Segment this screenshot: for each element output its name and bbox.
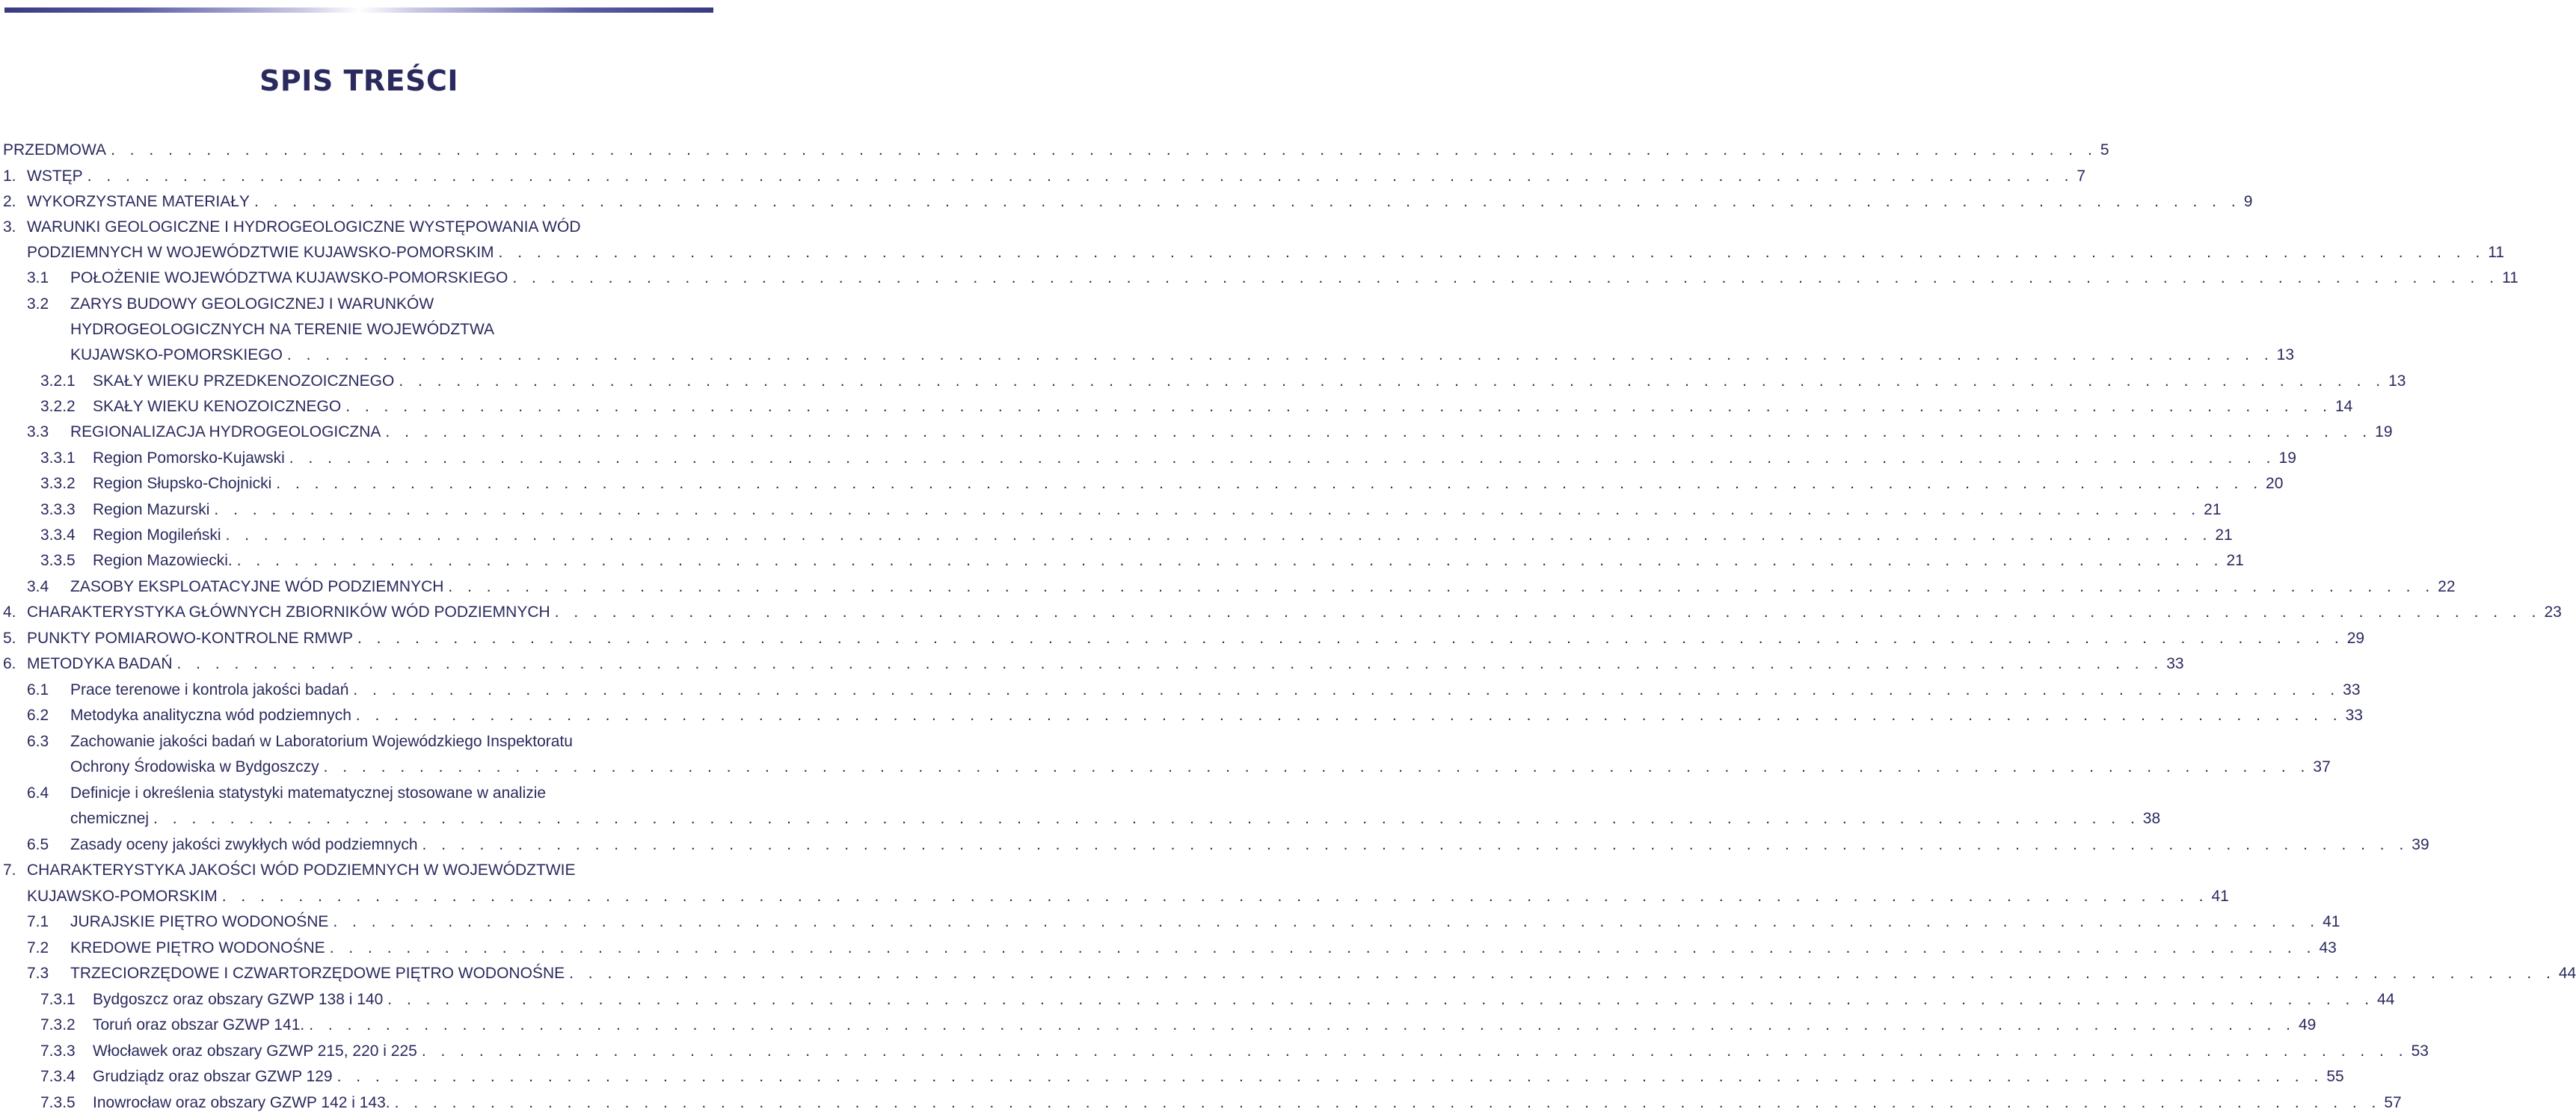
toc-page-number: 19 [2375, 423, 2393, 440]
toc-entry[interactable] [40, 396, 2353, 418]
toc-entry-title: KUJAWSKO-POMORSKIM [27, 888, 218, 905]
toc-entry-number: 1. [3, 168, 16, 185]
toc-entry[interactable] [27, 885, 2229, 908]
toc-dot-leader: . . . . . . . . . . . . . . . . . . . . . . . . . . . . . . . . . . . . . . . . . . . . . . . . . . . . . . . . . . . . . . . . . . . . . . . . . . . . . . . . . . . . . . . . . . . . . . . . . . . . . . . . [569, 965, 2556, 982]
toc-entry-title: PRZEDMOWA [3, 141, 107, 159]
toc-dot-leader: . . . . . . . . . . . . . . . . . . . . . . . . . . . . . . . . . . . . . . . . . . . . . . . . . . . . . . . . . . . . . . . . . . . . . . . . . . . . . . . . . . . . . . . . . . . . . . . . . . . . . . . . [329, 939, 2317, 956]
toc-entry-title: Definicje i określenia statystyki matematycznej stosowane w analizie [70, 784, 547, 802]
toc-page-number: 21 [2204, 501, 2222, 518]
toc-dot-leader: . . . . . . . . . . . . . . . . . . . . . . . . . . . . . . . . . . . . . . . . . . . . . . . . . . . . . . . . . . . . . . . . . . . . . . . . . . . . . . . . . . . . . . . . . . . . . . . . . . . . . . . . [286, 346, 2274, 363]
toc-page-number: 37 [2313, 758, 2331, 775]
toc-entry-title: ZARYS BUDOWY GEOLOGICZNEJ I WARUNKÓW [70, 295, 434, 313]
toc-entry[interactable] [27, 782, 710, 805]
toc-entry-title: KREDOWE PIĘTRO WODONOŚNE [70, 939, 325, 956]
toc-entry-number: 7.3.4 [40, 1068, 76, 1085]
toc-entry-number: 3.1 [27, 269, 49, 286]
toc-entry[interactable] [70, 808, 2161, 830]
toc-page-number: 55 [2326, 1068, 2344, 1085]
toc-entry[interactable] [27, 704, 2363, 727]
toc-entry[interactable] [40, 1092, 2402, 1114]
toc-entry[interactable] [3, 627, 2365, 650]
toc-page-number: 23 [2544, 603, 2562, 621]
toc-dot-leader: . . . . . . . . . . . . . . . . . . . . . . . . . . . . . . . . . . . . . . . . . . . . . . . . . . . . . . . . . . . . . . . . . . . . . . . . . . . . . . . . . . . . . . . . . . . . . . . . . . . . . . . . [333, 913, 2320, 930]
toc-entry-title: Zachowanie jakości badań w Laboratorium Wojewódzkiego Inspektoratu [70, 733, 573, 750]
toc-entry[interactable] [27, 731, 710, 753]
toc-dot-leader: . . . . . . . . . . . . . . . . . . . . . . . . . . . . . . . . . . . . . . . . . . . . . . . . . . . . . . . . . . . . . . . . . . . . . . . . . . . . . . . . . . . . . . . . . . . . . . . . . . . . . . . . [253, 193, 2241, 210]
toc-page-number: 33 [2343, 681, 2361, 698]
toc-dot-leader: . . . . . . . . . . . . . . . . . . . . . . . . . . . . . . . . . . . . . . . . . . . . . . . . . . . . . . . . . . . . . . . . . . . . . . . . . . . . . . . . . . . . . . . . . . . . . . . . . . . . . . . . [276, 475, 2263, 492]
toc-dot-leader: . . . . . . . . . . . . . . . . . . . . . . . . . . . . . . . . . . . . . . . . . . . . . . . . . . . . . . . . . . . . . . . . . . . . . . . . . . . . . . . . . . . . . . . . . . . . . . . . . . . . . . . . [289, 449, 2276, 467]
toc-page-number: 33 [2345, 707, 2363, 724]
toc-entry-number: 3.2.1 [40, 372, 76, 390]
toc-page-number: 5 [2100, 141, 2109, 159]
toc-entry-number: 4. [3, 603, 16, 621]
toc-entry-title: PODZIEMNYCH W WOJEWÓDZTWIE KUJAWSKO-POMORSKIM [27, 244, 494, 261]
toc-entry[interactable] [40, 499, 2222, 521]
toc-entry[interactable] [27, 576, 2456, 598]
toc-entry[interactable] [40, 1014, 2317, 1036]
toc-page-number: 38 [2142, 810, 2161, 827]
toc-page-number: 29 [2346, 630, 2365, 647]
toc-entry-title: JURAJSKIE PIĘTRO WODONOŚNE [70, 913, 329, 930]
toc-entry-number: 6.3 [27, 733, 49, 750]
toc-entry[interactable] [27, 267, 2518, 289]
toc-dot-leader: . . . . . . . . . . . . . . . . . . . . . . . . . . . . . . . . . . . . . . . . . . . . . . . . . . . . . . . . . . . . . . . . . . . . . . . . . . . . . . . . . . . . . . . . . . . . . . . . . . . . . . . . [387, 991, 2375, 1008]
toc-entry[interactable] [3, 859, 710, 882]
toc-entry-title: Region Mazurski [93, 501, 210, 518]
toc-page-number: 13 [2276, 346, 2295, 363]
toc-entry-number: 7.1 [27, 913, 49, 930]
toc-page-number: 57 [2384, 1094, 2402, 1111]
toc-dot-leader: . . . . . . . . . . . . . . . . . . . . . . . . . . . . . . . . . . . . . . . . . . . . . . . . . . . . . . . . . . . . . . . . . . . . . . . . . . . . . . . . . . . . . . . . . . . . . . . . . . . . . . . . [512, 269, 2500, 286]
toc-page-number: 44 [2377, 991, 2395, 1008]
toc-entry[interactable] [40, 370, 2406, 393]
toc-entry-title: REGIONALIZACJA HYDROGEOLOGICZNA [70, 423, 381, 440]
toc-page-number: 22 [2438, 578, 2456, 595]
toc-entry-number: 3.3 [27, 423, 49, 440]
toc-entry-number: 7.3.3 [40, 1042, 76, 1060]
toc-entry[interactable] [27, 421, 2393, 443]
toc-entry[interactable] [40, 989, 2395, 1011]
toc-page-number: 43 [2319, 939, 2337, 956]
toc-entry-number: 3.4 [27, 578, 49, 595]
toc-entry-number: 7.3.5 [40, 1094, 76, 1111]
toc-entry[interactable] [27, 937, 2337, 959]
toc-entry-title: Inowrocław oraz obszary GZWP 142 i 143. [93, 1094, 390, 1111]
toc-entry[interactable] [27, 679, 2361, 701]
toc-dot-leader: . . . . . . . . . . . . . . . . . . . . . . . . . . . . . . . . . . . . . . . . . . . . . . . . . . . . . . . . . . . . . . . . . . . . . . . . . . . . . . . . . . . . . . . . . . . . . . . . . . . . . . . . [345, 398, 2332, 415]
toc-entry-title: METODYKA BADAŃ [27, 655, 173, 672]
toc-page-number: 14 [2334, 398, 2353, 415]
toc-page-number: 20 [2266, 475, 2284, 492]
toc-entry-title: Prace terenowe i kontrola jakości badań [70, 681, 349, 698]
toc-entry-number: 7.3 [27, 965, 49, 982]
toc-dot-leader: . . . . . . . . . . . . . . . . . . . . . . . . . . . . . . . . . . . . . . . . . . . . . . . . . . . . . . . . . . . . . . . . . . . . . . . . . . . . . . . . . . . . . . . . . . . . . . . . . . . . . . . . [176, 655, 2164, 672]
toc-entry-number: 2. [3, 193, 16, 210]
toc-entry-title: SKAŁY WIEKU PRZEDKENOZOICZNEGO [93, 372, 395, 390]
toc-entry-title: ZASOBY EKSPLOATACYJNE WÓD PODZIEMNYCH [70, 578, 444, 595]
toc-entry-title: Region Mazowiecki. [93, 552, 233, 569]
toc-entry-title: Bydgoszcz oraz obszary GZWP 138 i 140 [93, 991, 384, 1008]
toc-page-number: 7 [2077, 168, 2086, 185]
toc-dot-leader: . . . . . . . . . . . . . . . . . . . . . . . . . . . . . . . . . . . . . . . . . . . . . . . . . . . . . . . . . . . . . . . . . . . . . . . . . . . . . . . . . . . . . . . . . . . . . . . . . . . . . . . . [554, 603, 2542, 621]
toc-entry-title: WYKORZYSTANE MATERIAŁY [27, 193, 250, 210]
toc-entry-number: 3. [3, 218, 16, 236]
toc-entry-title: Metodyka analityczna wód podziemnych [70, 707, 351, 724]
toc-entry[interactable] [70, 756, 2331, 778]
toc-entry-number: 7.3.2 [40, 1016, 76, 1033]
toc-entry[interactable] [40, 1040, 2429, 1063]
toc-entry[interactable] [3, 601, 2562, 624]
toc-entry[interactable] [3, 653, 2184, 675]
toc-entry-number: 3.2 [27, 295, 49, 313]
toc-dot-leader: . . . . . . . . . . . . . . . . . . . . . . . . . . . . . . . . . . . . . . . . . . . . . . . . . . . . . . . . . . . . . . . . . . . . . . . . . . . . . . . . . . . . . . . . . . . . . . . . . . . . . . . . [355, 707, 2343, 724]
toc-entry-title: Region Słupsko-Chojnicki [93, 475, 272, 492]
toc-entry-title: CHARAKTERYSTYKA JAKOŚCI WÓD PODZIEMNYCH W WOJEWÓDZTWIE [27, 861, 576, 879]
toc-page-number: 13 [2388, 372, 2406, 390]
toc-entry-number: 3.2.2 [40, 398, 76, 415]
toc-entry-number: 3.3.2 [40, 475, 76, 492]
toc-entry-number: 6.2 [27, 707, 49, 724]
toc-entry[interactable] [3, 165, 2086, 188]
toc-page-number: 19 [2278, 449, 2296, 467]
toc-dot-leader: . . . . . . . . . . . . . . . . . . . . . . . . . . . . . . . . . . . . . . . . . . . . . . . . . . . . . . . . . . . . . . . . . . . . . . . . . . . . . . . . . . . . . . . . . . . . . . . . . . . . . . . . [422, 836, 2409, 853]
toc-entry[interactable] [27, 834, 2429, 856]
toc-entry[interactable] [40, 524, 2233, 547]
toc-entry-title: WARUNKI GEOLOGICZNE I HYDROGEOLOGICZNE WYSTĘPOWANIA WÓD [27, 218, 581, 236]
toc-dot-leader: . . . . . . . . . . . . . . . . . . . . . . . . . . . . . . . . . . . . . . . . . . . . . . . . . . . . . . . . . . . . . . . . . . . . . . . . . . . . . . . . . . . . . . . . . . . . . . . . . . . . . . . . [421, 1042, 2409, 1060]
toc-entry-number: 7.3.1 [40, 991, 76, 1008]
toc-entry-number: 5. [3, 630, 16, 647]
toc-entry-title: WSTĘP [27, 168, 83, 185]
toc-page-number: 39 [2411, 836, 2429, 853]
toc-entry-title: Toruń oraz obszar GZWP 141. [93, 1016, 305, 1033]
toc-entry[interactable] [40, 550, 2244, 572]
toc-dot-leader: . . . . . . . . . . . . . . . . . . . . . . . . . . . . . . . . . . . . . . . . . . . . . . . . . . . . . . . . . . . . . . . . . . . . . . . . . . . . . . . . . . . . . . . . . . . . . . . . . . . . . . . . [448, 578, 2435, 595]
toc-page-number: 21 [2215, 526, 2233, 544]
toc-entry-title: Grudziądz oraz obszar GZWP 129 [93, 1068, 333, 1085]
toc-entry-number: 3.3.1 [40, 449, 76, 467]
toc-dot-leader: . . . . . . . . . . . . . . . . . . . . . . . . . . . . . . . . . . . . . . . . . . . . . . . . . . . . . . . . . . . . . . . . . . . . . . . . . . . . . . . . . . . . . . . . . . . . . . . . . . . . . . . . [153, 810, 2140, 827]
toc-entry-title: POŁOŻENIE WOJEWÓDZTWA KUJAWSKO-POMORSKIEGO [70, 269, 508, 286]
toc-page-number: 11 [2502, 269, 2518, 286]
toc-entry[interactable] [3, 191, 2253, 213]
page-title: SPIS TREŚCI [259, 64, 458, 97]
toc-entry[interactable] [40, 1066, 2344, 1088]
toc-entry[interactable] [70, 344, 2295, 366]
toc-dot-leader: . . . . . . . . . . . . . . . . . . . . . . . . . . . . . . . . . . . . . . . . . . . . . . . . . . . . . . . . . . . . . . . . . . . . . . . . . . . . . . . . . . . . . . . . . . . . . . . . . . . . . . . . [385, 423, 2373, 440]
toc-page-number: 33 [2166, 655, 2184, 672]
toc-dot-leader: . . . . . . . . . . . . . . . . . . . . . . . . . . . . . . . . . . . . . . . . . . . . . . . . . . . . . . . . . . . . . . . . . . . . . . . . . . . . . . . . . . . . . . . . . . . . . . . . . . . . . . . . [225, 526, 2213, 544]
toc-entry[interactable] [3, 216, 710, 239]
toc-entry-number: 6. [3, 655, 16, 672]
toc-entry[interactable] [40, 473, 2284, 495]
toc-entry[interactable] [27, 293, 710, 316]
toc-entry-title: CHARAKTERYSTYKA GŁÓWNYCH ZBIORNIKÓW WÓD PODZIEMNYCH [27, 603, 550, 621]
toc-dot-leader: . . . . . . . . . . . . . . . . . . . . . . . . . . . . . . . . . . . . . . . . . . . . . . . . . . . . . . . . . . . . . . . . . . . . . . . . . . . . . . . . . . . . . . . . . . . . . . . . . . . . . . . . [394, 1094, 2382, 1111]
toc-dot-leader: . . . . . . . . . . . . . . . . . . . . . . . . . . . . . . . . . . . . . . . . . . . . . . . . . . . . . . . . . . . . . . . . . . . . . . . . . . . . . . . . . . . . . . . . . . . . . . . . . . . . . . . . [111, 141, 2097, 159]
toc-page-number: 9 [2243, 193, 2253, 210]
toc-entry-number: 7.2 [27, 939, 49, 956]
toc-entry[interactable] [27, 911, 2340, 933]
toc-dot-leader: . . . . . . . . . . . . . . . . . . . . . . . . . . . . . . . . . . . . . . . . . . . . . . . . . . . . . . . . . . . . . . . . . . . . . . . . . . . . . . . . . . . . . . . . . . . . . . . . . . . . . . . . [309, 1016, 2296, 1033]
toc-entry-title: chemicznej [70, 810, 150, 827]
toc-entry-number: 7. [3, 861, 16, 879]
toc-dot-leader: . . . . . . . . . . . . . . . . . . . . . . . . . . . . . . . . . . . . . . . . . . . . . . . . . . . . . . . . . . . . . . . . . . . . . . . . . . . . . . . . . . . . . . . . . . . . . . . . . . . . . . . . [336, 1068, 2324, 1085]
toc-entry-title: Ochrony Środowiska w Bydgoszczy [70, 758, 319, 775]
toc-dot-leader: . . . . . . . . . . . . . . . . . . . . . . . . . . . . . . . . . . . . . . . . . . . . . . . . . . . . . . . . . . . . . . . . . . . . . . . . . . . . . . . . . . . . . . . . . . . . . . . . . . . . . . . . [498, 244, 2486, 261]
toc-dot-leader: . . . . . . . . . . . . . . . . . . . . . . . . . . . . . . . . . . . . . . . . . . . . . . . . . . . . . . . . . . . . . . . . . . . . . . . . . . . . . . . . . . . . . . . . . . . . . . . . . . . . . . . . [236, 552, 2224, 569]
toc-dot-leader: . . . . . . . . . . . . . . . . . . . . . . . . . . . . . . . . . . . . . . . . . . . . . . . . . . . . . . . . . . . . . . . . . . . . . . . . . . . . . . . . . . . . . . . . . . . . . . . . . . . . . . . . [221, 888, 2209, 905]
toc-page-number: 41 [2211, 888, 2229, 905]
toc-page-number: 44 [2558, 965, 2576, 982]
toc-dot-leader: . . . . . . . . . . . . . . . . . . . . . . . . . . . . . . . . . . . . . . . . . . . . . . . . . . . . . . . . . . . . . . . . . . . . . . . . . . . . . . . . . . . . . . . . . . . . . . . . . . . . . . . . [214, 501, 2201, 518]
toc-entry[interactable] [27, 242, 2505, 264]
toc-entry-title: Region Pomorsko-Kujawski [93, 449, 285, 467]
toc-entry-number: 6.1 [27, 681, 49, 698]
toc-dot-leader: . . . . . . . . . . . . . . . . . . . . . . . . . . . . . . . . . . . . . . . . . . . . . . . . . . . . . . . . . . . . . . . . . . . . . . . . . . . . . . . . . . . . . . . . . . . . . . . . . . . . . . . . [323, 758, 2311, 775]
toc-page-number: 53 [2411, 1042, 2429, 1060]
toc-entry-title: PUNKTY POMIAROWO-KONTROLNE RMWP [27, 630, 353, 647]
toc-page-number: 21 [2226, 552, 2244, 569]
toc-entry-title: HYDROGEOLOGICZNYCH NA TERENIE WOJEWÓDZTWA [70, 321, 495, 338]
toc-entry[interactable] [40, 447, 2296, 470]
toc-page-number: 49 [2298, 1016, 2317, 1033]
toc-entry-title: Włocławek oraz obszary GZWP 215, 220 i 225 [93, 1042, 417, 1060]
top-decorative-bar [4, 7, 713, 13]
toc-entry-number: 3.3.3 [40, 501, 76, 518]
toc-entry-title: SKAŁY WIEKU KENOZOICZNEGO [93, 398, 342, 415]
toc-entry-title: TRZECIORZĘDOWE I CZWARTORZĘDOWE PIĘTRO WODONOŚNE [70, 965, 565, 982]
toc-entry-title: Region Mogileński [93, 526, 221, 544]
toc-dot-leader: . . . . . . . . . . . . . . . . . . . . . . . . . . . . . . . . . . . . . . . . . . . . . . . . . . . . . . . . . . . . . . . . . . . . . . . . . . . . . . . . . . . . . . . . . . . . . . . . . . . . . . . . [357, 630, 2344, 647]
toc-entry-title: Zasady oceny jakości zwykłych wód podziemnych [70, 836, 418, 853]
toc-entry-number: 3.3.5 [40, 552, 76, 569]
toc-entry-number: 3.3.4 [40, 526, 76, 544]
toc-entry-number: 6.5 [27, 836, 49, 853]
toc-page-number: 41 [2323, 913, 2340, 930]
toc-entry[interactable] [27, 962, 2576, 985]
toc-entry-title: KUJAWSKO-POMORSKIEGO [70, 346, 283, 363]
toc-entry[interactable] [70, 319, 710, 341]
toc-dot-leader: . . . . . . . . . . . . . . . . . . . . . . . . . . . . . . . . . . . . . . . . . . . . . . . . . . . . . . . . . . . . . . . . . . . . . . . . . . . . . . . . . . . . . . . . . . . . . . . . . . . . . . . . [399, 372, 2386, 390]
toc-entry-number: 6.4 [27, 784, 49, 802]
toc-dot-leader: . . . . . . . . . . . . . . . . . . . . . . . . . . . . . . . . . . . . . . . . . . . . . . . . . . . . . . . . . . . . . . . . . . . . . . . . . . . . . . . . . . . . . . . . . . . . . . . . . . . . . . . . [87, 168, 2074, 185]
toc-dot-leader: . . . . . . . . . . . . . . . . . . . . . . . . . . . . . . . . . . . . . . . . . . . . . . . . . . . . . . . . . . . . . . . . . . . . . . . . . . . . . . . . . . . . . . . . . . . . . . . . . . . . . . . . [353, 681, 2340, 698]
toc-page-number: 11 [2488, 244, 2505, 261]
toc-entry[interactable] [3, 139, 2109, 162]
